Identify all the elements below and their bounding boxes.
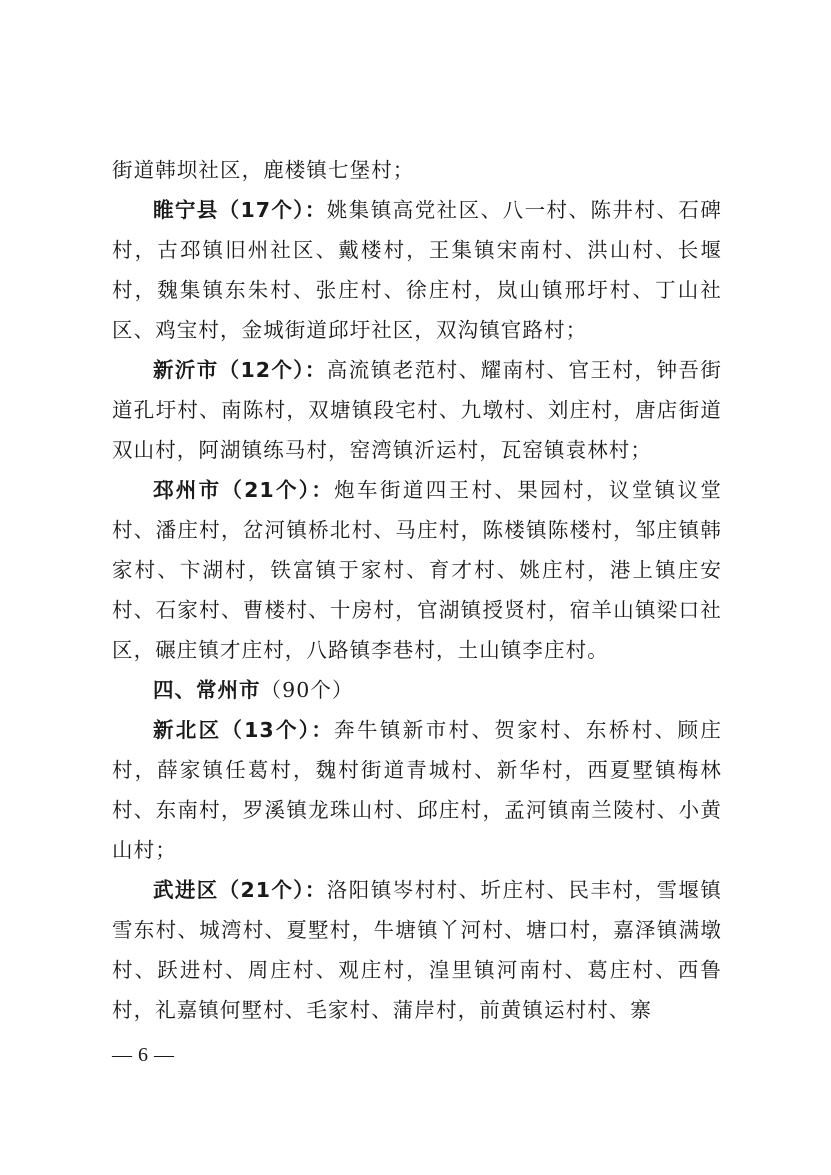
paragraph-text: 街道韩坝社区，鹿楼镇七堡村； [112,158,415,182]
paragraph-text: 洛阳镇岑村村、圻庄村、民丰村，雪堰镇雪东村、城湾村、夏墅村，牛塘镇丫河村、塘口村，嘉泽镇满墩村、跃进村、周庄村、观庄村，湟里镇河南村、葛庄村、西鲁村，礼嘉镇何墅村、毛家村、蒲岸村，前黄镇运村村、寨 [112,878,722,1022]
paragraph-wujin [112,870,722,1030]
county-heading: 武进区（21个）： [153,878,327,902]
section-heading-changzhou [112,670,722,710]
section-heading: 四、常州市 [153,678,261,702]
county-heading: 邳州市（21个）： [153,478,335,502]
section-count: （90个） [260,678,354,702]
paragraph-text: 高流镇老范村、耀南村、官王村，钟吾街道孔圩村、南陈村，双塘镇段宅村、九墩村、刘庄村，唐店街道双山村，阿湖镇练马村，窑湾镇沂运村，瓦窑镇袁林村； [112,358,722,462]
paragraph-text: 姚集镇高党社区、八一村、陈井村、石碑村，古邳镇旧州社区、戴楼村，王集镇宋南村、洪山村、长堰村，魏集镇东朱村、张庄村、徐庄村，岚山镇邢圩村、丁山社区、鸡宝村，金城街道邱圩社区，双沟镇官路村； [112,198,722,342]
paragraph-xinbei [112,710,722,870]
paragraph-text: 炮车街道四王村、果园村，议堂镇议堂村、潘庄村，岔河镇桥北村、马庄村，陈楼镇陈楼村，邹庄镇韩家村、卞湖村，铁富镇于家村、育才村、姚庄村，港上镇庄安村、石家村、曹楼村、十房村，官湖镇授贤村，宿羊山镇梁口社区，碾庄镇才庄村，八路镇李巷村，土山镇李庄村。 [112,478,723,662]
paragraph-suining [112,190,722,350]
page-number: — 6 — [112,1044,175,1066]
county-heading: 睢宁县（17个）： [153,198,327,222]
county-heading: 新北区（13个）： [153,718,335,742]
county-heading: 新沂市（12个）： [153,358,327,382]
paragraph-continuation [112,150,722,190]
paragraph-xinyi [112,350,722,470]
paragraph-text: 奔牛镇新市村、贺家村、东桥村、顾庄村，薛家镇任葛村，魏村街道青城村、新华村，西夏墅镇梅林村、东南村，罗溪镇龙珠山村、邱庄村，孟河镇南兰陵村、小黄山村； [112,718,723,862]
body-text [112,150,722,1030]
paragraph-pizhou [112,470,722,670]
